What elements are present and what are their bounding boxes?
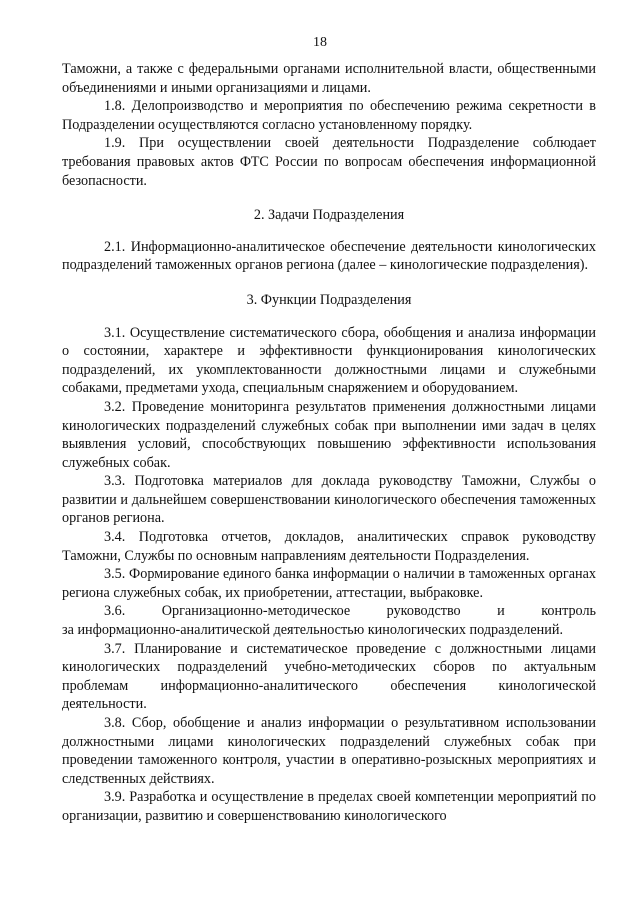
paragraph-3-4: 3.4. Подготовка отчетов, докладов, аналитических справок руководству Таможни, Службы по основным направлениям деятельности Подразделения.: [62, 529, 596, 564]
section-2-heading: 2. Задачи Подразделения: [253, 207, 405, 224]
paragraph-3-8: 3.8. Сбор, обобщение и анализ информации о результативном использовании должностными лицами кинологических подразделений служебных собак при проведении таможенного контроля, участии в оперативно-розыскных мероприятиях и следственных действиях.: [62, 715, 596, 787]
section-3-heading: 3. Функции Подразделения: [246, 291, 412, 308]
paragraph-3-9: 3.9. Разработка и осуществление в пределах своей компетенции мероприятий по организации, развитию и совершенствованию кинологического: [62, 789, 596, 824]
paragraph-3-6: 3.6. Организационно-методическое руководство и контроль: [104, 603, 596, 620]
paragraph-2-1: 2.1. Информационно-аналитическое обеспечение деятельности кинологических подразделений таможенных органов региона (далее – кинологические подразделения).: [62, 238, 596, 274]
paragraph-1-8: 1.8. Делопроизводство и мероприятия по обеспечению режима секретности в Подразделении осуществляются согласно установленному порядку.: [62, 98, 596, 133]
paragraph-3-3: 3.3. Подготовка материалов для доклада руководству Таможни, Службы о развитии и дальнейшем совершенствовании кинологического обеспечения таможенных органов региона.: [62, 473, 596, 527]
paragraph-3-7: 3.7. Планирование и систематическое проведение с должностными лицами кинологических подразделений учебно-методических сборов по актуальным проблемам информационно-аналитического обеспечения кинологической деятельности.: [62, 640, 596, 713]
paragraph-3-5: 3.5. Формирование единого банка информации о наличии в таможенных органах региона служебных собак, их приобретении, аттестации, выбраковке.: [62, 566, 596, 601]
paragraph-continuation: Таможни, а также с федеральными органами исполнительной власти, общественными объединениями и иными организациями и лицами.: [62, 61, 596, 96]
document-body: [62, 60, 596, 826]
paragraph-3-2: 3.2. Проведение мониторинга результатов применения должностными лицами кинологических подразделений служебных собак при выполнении ими задач в целях выявления условий, способствующих повышению эффективности использования служебных собак.: [62, 398, 596, 471]
page-number: 18: [313, 35, 327, 50]
paragraph-3-1: 3.1. Осуществление систематического сбора, обобщения и анализа информации о состоянии, характере и эффективности функционирования кинологических подразделений, их укомплектованности должностными лицами и служебными собаками, предметами ухода, специальным снаряжением и оборудованием.: [62, 324, 596, 397]
paragraph-3-6-continuation: за информационно-аналитической деятельностью кинологических подразделений.: [62, 622, 563, 639]
paragraph-1-9: 1.9. При осуществлении своей деятельности Подразделение соблюдает требования правовых актов ФТС России по вопросам обеспечения информационной безопасности.: [62, 135, 596, 189]
